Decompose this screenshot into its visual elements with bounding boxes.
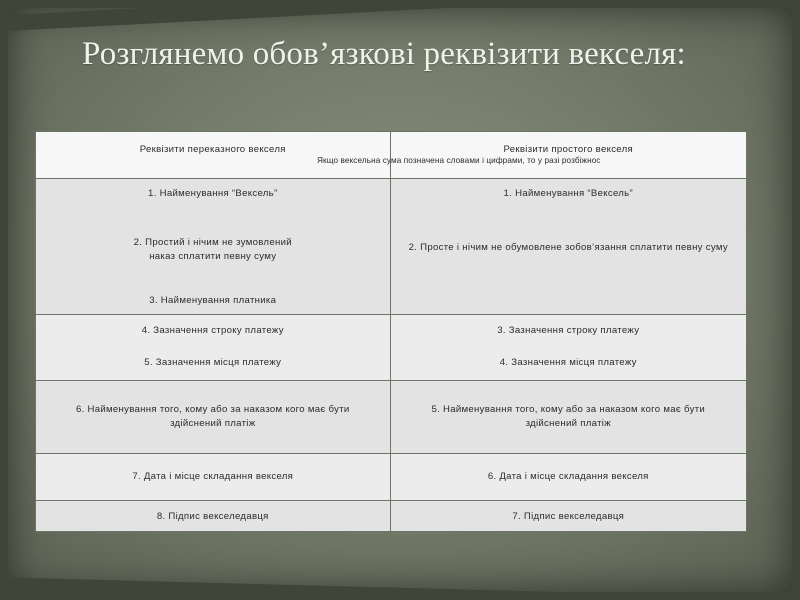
header-left-label: Реквізити переказного векселя xyxy=(139,144,286,155)
table-cell-left xyxy=(36,315,391,381)
torn-edge-bottom xyxy=(8,577,792,592)
table-cell-left xyxy=(36,179,391,315)
cell-text: 6. Найменування того, кому або за наказом кого має бути xyxy=(75,404,350,415)
table-cell-right xyxy=(390,501,747,532)
cell-text: 4. Зазначення строку платежу xyxy=(141,325,284,336)
header-overflow-note: Якщо вексельна сума позначена словами і цифрами, то у разі розбіжнос xyxy=(317,156,601,165)
table-row xyxy=(36,381,747,454)
header-cell-bill-of-exchange xyxy=(36,132,391,179)
cell-text: 3. Зазначення строку платежу xyxy=(497,325,640,336)
cell-text: 1. Найменування “Вексель” xyxy=(503,188,633,199)
cell-text: здійснений платіж xyxy=(170,418,256,429)
table-cell-right xyxy=(390,315,747,381)
slide-title: Розглянемо обов’язкові реквізити векселя: xyxy=(82,36,686,72)
cell-text: 2. Простий і нічим не зумовлений xyxy=(133,237,292,248)
cell-text: 1. Найменування “Вексель” xyxy=(148,188,278,199)
cell-text: 7. Дата і місце складання векселя xyxy=(132,471,294,482)
cell-text: 4. Зазначення місця платежу xyxy=(499,357,637,368)
cell-text: 3. Найменування платника xyxy=(149,295,277,306)
header-right-label: Реквізити простого векселя xyxy=(503,144,634,155)
table-cell-right xyxy=(390,179,747,315)
table-cell-left xyxy=(36,454,391,501)
table-row xyxy=(36,315,747,381)
cell-text: 5. Зазначення місця платежу xyxy=(144,357,282,368)
cell-text: здійснений платіж xyxy=(525,418,611,429)
cell-text: 6. Дата і місце складання векселя xyxy=(487,471,649,482)
table-row xyxy=(36,179,747,315)
table-header-row xyxy=(36,132,747,179)
table-cell-left xyxy=(36,501,391,532)
table-cell-right xyxy=(390,454,747,501)
cell-text: 2. Просте і нічим не обумовлене зобов’язання сплатити певну суму xyxy=(408,242,728,253)
torn-edge-top xyxy=(8,8,792,31)
table-row xyxy=(36,501,747,532)
cell-text: наказ сплатити певну суму xyxy=(149,251,277,262)
table-cell-left xyxy=(36,381,391,454)
cell-text: 8. Підпис векселедавця xyxy=(156,511,269,522)
table-row xyxy=(36,454,747,501)
table-cell-right xyxy=(390,381,747,454)
cell-text: 7. Підпис векселедавця xyxy=(512,511,625,522)
requisites-table xyxy=(35,131,747,532)
slide xyxy=(8,8,792,592)
header-cell-promissory-note xyxy=(390,132,747,179)
cell-text: 5. Найменування того, кому або за наказом кого має бути xyxy=(431,404,706,415)
